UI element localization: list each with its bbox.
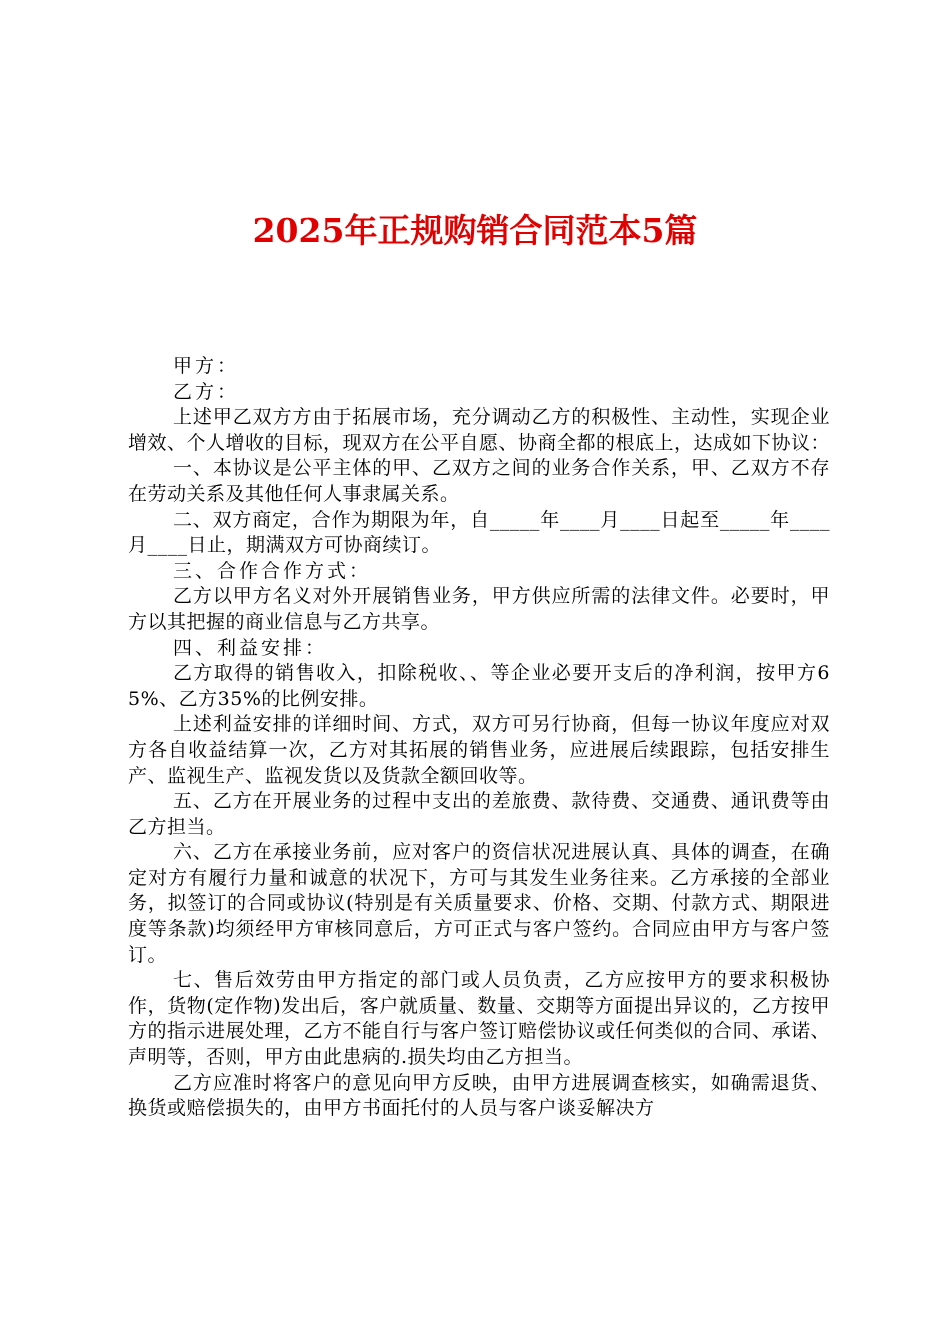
paragraph-clause-4-body: 乙方取得的销售收入，扣除税收、、等企业必要开支后的净利润，按甲方65%、乙方35%的比例安排。 [128,662,830,710]
paragraph-clause-7: 七、售后效劳由甲方指定的部门或人员负责，乙方应按甲方的要求积极协作，货物(定作物)发出后，客户就质量、数量、交期等方面提出异议的，乙方按甲方的指示进展处理，乙方不能自行与客户签订赔偿协议或任何类似的合同、承诺、声明等，否则，甲方由此患病的.损失均由乙方担当。 [128,969,831,1069]
paragraph-clause-5: 五、乙方在开展业务的过程中支出的差旅费、款待费、交通费、通讯费等由乙方担当。 [128,790,830,838]
paragraph-clause-4-details: 上述利益安排的详细时间、方式，双方可另行协商，但每一协议年度应对双方各自收益结算一次，乙方对其拓展的销售业务，应进展后续跟踪，包括安排生产、监视生产、监视发货以及货款全额回收等。 [128,713,830,787]
paragraph-clause-4-heading: 四、利益安排： [173,636,328,659]
paragraph-clause-3-heading: 三、合作合作方式： [173,559,372,582]
paragraph-preamble: 上述甲乙双方方由于拓展市场，充分调动乙方的积极性、主动性，实现企业增效、个人增收的目标，现双方在公平自愿、协商全都的根底上，达成如下协议： [128,406,831,454]
paragraph-party-a: 甲方： [173,355,240,377]
paragraph-clause-7-feedback: 乙方应准时将客户的意见向甲方反映，由甲方进展调查核实，如确需退货、换货或赔偿损失的，由甲方书面托付的人员与客户谈妥解决方 [128,1071,830,1120]
paragraph-clause-1: 一、本协议是公平主体的甲、乙双方之间的业务合作关系，甲、乙双方不存在劳动关系及其他任何人事隶属关系。 [128,457,830,505]
paragraph-clause-2: 二、双方商定，合作为期限为年，自_____年____月____日起至_____年____月____日止，期满双方可协商续订。 [128,508,830,557]
paragraph-clause-3-body: 乙方以甲方名义对外开展销售业务，甲方供应所需的法律文件。必要时，甲方以其把握的商业信息与乙方共享。 [128,585,830,633]
paragraph-party-b: 乙方： [173,380,240,403]
document-body [128,354,830,1122]
paragraph-clause-6: 六、乙方在承接业务前，应对客户的资信状况进展认真、具体的调查，在确定对方有履行力量和诚意的状况下，方可与其发生业务往来。乙方承接的全部业务，拟签订的合同或协议(特别是有关质量要求、价格、交期、付款方式、期限进度等条款)均须经甲方审核同意后，方可正式与客户签约。合同应由甲方与客户签订。 [128,841,830,966]
document-title: 2025年正规购销合同范本5篇 [252,211,698,250]
